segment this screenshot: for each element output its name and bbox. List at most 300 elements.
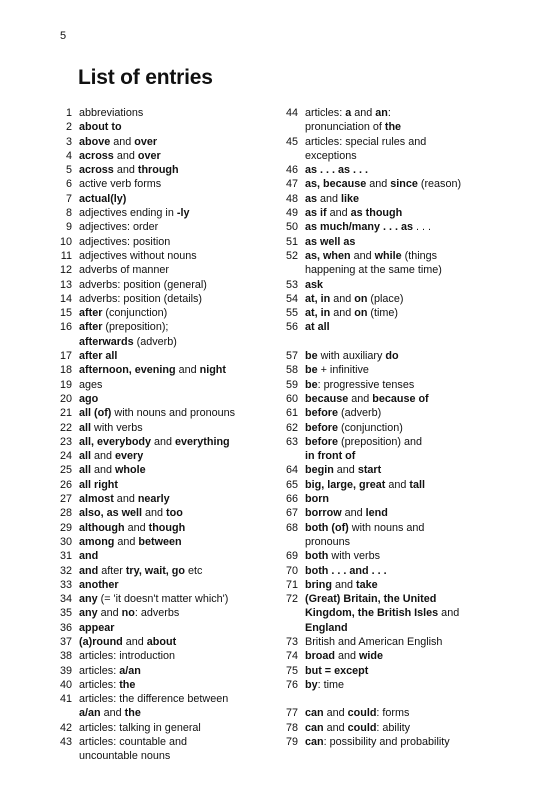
entry-line xyxy=(305,292,506,306)
entry-number: 66 xyxy=(285,493,298,506)
entry-number: 73 xyxy=(285,635,298,648)
entry-description: adverbs: position (general) xyxy=(79,278,207,291)
entry-keyword: because of xyxy=(372,392,429,405)
entry-number: 51 xyxy=(285,235,298,248)
entry-keyword: all (of) xyxy=(79,407,112,420)
entry-line xyxy=(79,177,280,191)
entry-row xyxy=(276,578,506,592)
entry-number: 33 xyxy=(59,578,72,591)
entry-description: and xyxy=(366,178,391,191)
entry-line xyxy=(305,435,506,449)
entry-number: 54 xyxy=(285,292,298,305)
entry-row xyxy=(50,106,280,120)
entry-row xyxy=(276,421,506,435)
entry-row xyxy=(276,106,506,135)
entry-row xyxy=(276,735,506,749)
entry-text xyxy=(72,320,280,349)
entry-line xyxy=(79,735,280,749)
page-number: 5 xyxy=(60,30,67,42)
entry-keyword: as though xyxy=(350,207,403,220)
entry-keyword: all xyxy=(79,464,92,477)
entry-line xyxy=(305,578,506,592)
entry-description: (adverb) xyxy=(338,407,382,420)
entry-text xyxy=(72,592,280,606)
entry-keyword: -ly xyxy=(176,207,190,220)
entry-text xyxy=(298,406,506,420)
entry-row xyxy=(276,378,506,392)
entry-line xyxy=(79,721,280,735)
entry-keyword: after xyxy=(79,307,103,320)
entry-keyword: all right xyxy=(79,478,118,491)
entry-keyword: tall xyxy=(409,478,426,491)
entry-text xyxy=(72,349,280,363)
entry-description: and xyxy=(175,364,200,377)
entry-text xyxy=(298,521,506,550)
entry-keyword: at, in xyxy=(305,292,331,305)
entry-text xyxy=(298,649,506,663)
entry-text xyxy=(72,149,280,163)
entry-keyword: bring xyxy=(305,578,332,591)
page-title: List of entries xyxy=(78,66,213,89)
entry-text xyxy=(298,249,506,278)
entry-description: (reason) xyxy=(417,178,462,191)
entries-left-column xyxy=(50,106,280,764)
entry-line xyxy=(79,163,280,177)
entry-row xyxy=(50,206,280,220)
entry-keyword: over xyxy=(137,149,161,162)
entry-row xyxy=(50,549,280,563)
entry-description: articles: xyxy=(79,678,120,691)
entry-line xyxy=(305,735,506,749)
entry-number: 17 xyxy=(59,350,72,363)
entry-line xyxy=(79,406,280,420)
entry-keyword: could xyxy=(347,721,377,734)
entry-text xyxy=(72,535,280,549)
entry-description: : ability xyxy=(376,721,411,734)
entry-row xyxy=(50,564,280,578)
entry-number: 70 xyxy=(285,564,298,577)
entry-number: 8 xyxy=(65,207,72,220)
entry-description: articles: special rules and xyxy=(305,135,427,148)
entry-description: : adverbs xyxy=(134,607,180,620)
entry-line xyxy=(79,421,280,435)
entry-text xyxy=(72,406,280,420)
entry-line xyxy=(305,149,506,163)
entry-text xyxy=(72,192,280,206)
entry-description: articles: xyxy=(305,107,346,119)
entry-number: 24 xyxy=(59,450,72,463)
entry-text xyxy=(298,206,506,220)
entry-description: pronunciation of xyxy=(305,121,385,134)
entry-number: 12 xyxy=(59,264,72,277)
entry-row xyxy=(276,235,506,249)
entry-row xyxy=(50,220,280,234)
entry-text xyxy=(72,492,280,506)
entry-number: 45 xyxy=(285,135,298,148)
entry-number: 26 xyxy=(59,478,72,491)
entry-row xyxy=(276,492,506,506)
entry-keyword: (Great) Britain, the United xyxy=(305,593,437,606)
entry-keyword: both . . . and . . . xyxy=(305,564,387,577)
entry-text xyxy=(72,263,280,277)
entry-text xyxy=(298,592,506,635)
entries-right-column xyxy=(276,106,506,749)
entry-keyword: as xyxy=(305,192,318,205)
entry-number: 15 xyxy=(59,307,72,320)
entry-row xyxy=(50,463,280,477)
entry-line xyxy=(305,606,506,620)
entry-description: etc xyxy=(185,564,203,577)
entry-row xyxy=(50,320,280,349)
entry-line xyxy=(79,278,280,292)
entry-row xyxy=(276,521,506,550)
entry-description: articles: talking in general xyxy=(79,721,201,734)
entry-text xyxy=(72,135,280,149)
entry-number: 2 xyxy=(65,121,72,134)
entry-description: (place) xyxy=(367,292,404,305)
entry-text xyxy=(298,363,506,377)
entry-keyword: begin xyxy=(305,464,334,477)
entry-description: and xyxy=(317,192,342,205)
entry-text xyxy=(72,578,280,592)
entry-keyword: almost xyxy=(79,493,114,506)
entry-text xyxy=(298,106,506,135)
entry-line xyxy=(305,721,506,735)
entry-keyword: on xyxy=(354,292,368,305)
entry-keyword: afternoon, evening xyxy=(79,364,176,377)
entry-line xyxy=(305,635,506,649)
entry-keyword: wide xyxy=(359,650,384,663)
entry-number: 21 xyxy=(59,407,72,420)
entry-text xyxy=(298,135,506,164)
entry-row xyxy=(50,621,280,635)
entry-description: adverbs of manner xyxy=(79,264,170,277)
entry-line xyxy=(305,549,506,563)
entry-line xyxy=(305,120,506,134)
entry-line xyxy=(305,306,506,320)
entry-text xyxy=(72,421,280,435)
entry-number: 47 xyxy=(285,178,298,191)
entry-description: adjectives: position xyxy=(79,235,171,248)
entry-line xyxy=(305,649,506,663)
entry-number: 34 xyxy=(59,593,72,606)
entry-text xyxy=(72,163,280,177)
entry-description: and xyxy=(348,392,373,405)
entry-keyword: an xyxy=(375,107,388,119)
entry-line xyxy=(305,220,506,234)
entry-text xyxy=(72,306,280,320)
entry-row xyxy=(50,392,280,406)
entry-number: 68 xyxy=(285,521,298,534)
entry-keyword: before xyxy=(305,407,338,420)
entry-description: and xyxy=(151,435,176,448)
entry-row xyxy=(276,363,506,377)
entry-number: 69 xyxy=(285,550,298,563)
entry-description: and xyxy=(333,464,358,477)
entry-line xyxy=(79,292,280,306)
entry-keyword: be xyxy=(305,350,318,363)
entry-line xyxy=(79,606,280,620)
entry-line xyxy=(79,320,280,334)
entry-row xyxy=(276,320,506,334)
entry-row xyxy=(50,306,280,320)
entry-description: : forms xyxy=(376,707,410,720)
entry-description: pronouns xyxy=(305,535,351,548)
entry-row xyxy=(276,249,506,278)
entry-keyword: every xyxy=(115,450,144,463)
entry-number: 6 xyxy=(65,178,72,191)
entry-number: 65 xyxy=(285,478,298,491)
entry-keyword: although xyxy=(79,521,125,534)
entry-line xyxy=(79,592,280,606)
entry-description: and xyxy=(122,635,147,648)
entry-keyword: another xyxy=(79,578,119,591)
entry-line xyxy=(305,706,506,720)
entry-keyword: Kingdom, the British Isles xyxy=(305,607,439,620)
entry-keyword: whole xyxy=(115,464,146,477)
entry-row xyxy=(50,192,280,206)
entry-description: and xyxy=(91,464,116,477)
entry-line xyxy=(79,649,280,663)
entry-number: 30 xyxy=(59,535,72,548)
entry-line xyxy=(305,378,506,392)
entry-row xyxy=(50,163,280,177)
entry-text xyxy=(72,478,280,492)
entry-line xyxy=(79,564,280,578)
entry-line xyxy=(305,135,506,149)
entry-description: (conjunction) xyxy=(338,421,403,434)
entry-keyword: appear xyxy=(79,621,115,634)
entry-row xyxy=(276,306,506,320)
entry-keyword: though xyxy=(148,521,186,534)
entry-number: 59 xyxy=(285,378,298,391)
entry-row xyxy=(276,206,506,220)
entry-text xyxy=(298,292,506,306)
entry-line xyxy=(79,506,280,520)
entry-line xyxy=(305,263,506,277)
entry-keyword: ago xyxy=(79,392,99,405)
entry-keyword: as, because xyxy=(305,178,367,191)
entry-description: + infinitive xyxy=(317,364,369,377)
entry-number: 29 xyxy=(59,521,72,534)
entry-description: : possibility and probability xyxy=(323,736,450,749)
entry-number: 3 xyxy=(65,135,72,148)
entry-line xyxy=(79,192,280,206)
entry-row xyxy=(276,678,506,692)
entry-text xyxy=(72,506,280,520)
entry-description: with verbs xyxy=(328,550,380,563)
entry-row xyxy=(50,135,280,149)
entry-text xyxy=(72,106,280,120)
entry-text xyxy=(72,278,280,292)
entry-line xyxy=(79,335,280,349)
entry-number: 31 xyxy=(59,550,72,563)
entry-line xyxy=(79,363,280,377)
entry-line xyxy=(79,492,280,506)
entry-keyword: but = except xyxy=(305,664,369,677)
entry-text xyxy=(72,463,280,477)
entry-line xyxy=(305,406,506,420)
entry-keyword: as if xyxy=(305,207,327,220)
entry-number: 5 xyxy=(65,164,72,177)
entry-text xyxy=(72,435,280,449)
entry-text xyxy=(72,220,280,234)
entry-line xyxy=(79,306,280,320)
entry-keyword: across xyxy=(79,164,114,177)
entry-description: and xyxy=(110,135,135,148)
entry-description: and xyxy=(97,607,122,620)
entry-number: 60 xyxy=(285,392,298,405)
entry-keyword: by xyxy=(305,678,318,691)
entry-number: 37 xyxy=(59,635,72,648)
entry-keyword: above xyxy=(79,135,111,148)
entry-number: 14 xyxy=(59,292,72,305)
entry-description: and xyxy=(114,535,139,548)
entry-row xyxy=(50,349,280,363)
entry-number: 75 xyxy=(285,664,298,677)
entry-keyword: too xyxy=(166,507,183,520)
entry-keyword: start xyxy=(357,464,382,477)
entry-description: and xyxy=(124,521,149,534)
entry-keyword: because xyxy=(305,392,349,405)
entry-number: 10 xyxy=(59,235,72,248)
entry-number: 77 xyxy=(285,707,298,720)
entry-text xyxy=(298,378,506,392)
entry-row xyxy=(50,235,280,249)
entry-text xyxy=(298,478,506,492)
entry-line xyxy=(305,206,506,220)
entry-line xyxy=(79,235,280,249)
entry-row xyxy=(50,278,280,292)
entry-keyword: afterwards xyxy=(79,335,134,348)
entry-number: 48 xyxy=(285,192,298,205)
entry-line xyxy=(79,463,280,477)
entry-row xyxy=(276,406,506,420)
entry-row xyxy=(50,120,280,134)
entry-number: 19 xyxy=(59,378,72,391)
entry-number: 55 xyxy=(285,307,298,320)
entry-line xyxy=(79,135,280,149)
entry-row xyxy=(276,649,506,663)
entry-keyword: on xyxy=(354,307,368,320)
entry-row xyxy=(50,721,280,735)
entry-keyword: both (of) xyxy=(305,521,349,534)
entry-row xyxy=(50,249,280,263)
entry-line xyxy=(305,320,506,334)
entry-description: British and American English xyxy=(305,635,443,648)
entry-keyword: among xyxy=(79,535,115,548)
entry-keyword: borrow xyxy=(305,507,342,520)
entry-row xyxy=(50,435,280,449)
entry-keyword: any xyxy=(79,593,98,606)
entry-keyword: as well as xyxy=(305,235,356,248)
entry-text xyxy=(298,392,506,406)
entry-description: and xyxy=(323,707,348,720)
entry-text xyxy=(72,649,280,663)
entry-number: 57 xyxy=(285,350,298,363)
entry-number: 32 xyxy=(59,564,72,577)
entry-row xyxy=(50,149,280,163)
entry-keyword: all xyxy=(79,450,92,463)
entry-description: (preposition) and xyxy=(338,435,423,448)
entry-description: (conjunction) xyxy=(102,307,168,320)
entry-description: and xyxy=(350,249,375,262)
entry-number: 1 xyxy=(65,107,72,119)
entry-row xyxy=(276,549,506,563)
entry-description: and xyxy=(326,207,351,220)
entry-description: (adverb) xyxy=(133,335,177,348)
entry-number: 50 xyxy=(285,221,298,234)
entry-text xyxy=(72,549,280,563)
entry-description: articles: the difference between xyxy=(79,693,229,706)
entry-row xyxy=(276,163,506,177)
entry-text xyxy=(72,606,280,620)
entry-line xyxy=(79,521,280,535)
entry-line xyxy=(305,249,506,263)
entry-text xyxy=(72,692,280,721)
entry-number: 40 xyxy=(59,678,72,691)
entry-description: and xyxy=(332,578,357,591)
entry-row xyxy=(276,721,506,735)
entry-row xyxy=(276,278,506,292)
entry-text xyxy=(72,249,280,263)
entry-keyword: at all xyxy=(305,321,330,334)
entry-text xyxy=(72,378,280,392)
entry-keyword: the xyxy=(384,121,402,134)
entry-text xyxy=(72,664,280,678)
entry-line xyxy=(79,706,280,720)
entry-text xyxy=(72,721,280,735)
entry-description: adjectives ending in xyxy=(79,207,177,220)
entry-text xyxy=(298,463,506,477)
entry-number: 67 xyxy=(285,507,298,520)
entry-text xyxy=(298,564,506,578)
entry-text xyxy=(298,735,506,749)
entry-text xyxy=(298,492,506,506)
entry-description: and xyxy=(113,149,138,162)
entry-text xyxy=(298,163,506,177)
entry-line xyxy=(305,177,506,191)
entry-text xyxy=(298,721,506,735)
entry-description: and xyxy=(100,707,125,720)
entry-number: 42 xyxy=(59,721,72,734)
entry-row xyxy=(276,349,506,363)
entry-row xyxy=(50,635,280,649)
entry-description: and xyxy=(113,164,138,177)
entry-number: 44 xyxy=(285,107,298,119)
entry-row xyxy=(276,635,506,649)
entry-row xyxy=(50,606,280,620)
entry-number: 43 xyxy=(59,736,72,749)
entry-row xyxy=(276,392,506,406)
entry-line xyxy=(305,349,506,363)
entry-line xyxy=(305,478,506,492)
entry-keyword: and xyxy=(79,564,99,577)
entry-text xyxy=(72,449,280,463)
entry-number: 27 xyxy=(59,493,72,506)
entry-keyword: between xyxy=(138,535,182,548)
entry-keyword: after all xyxy=(79,350,118,363)
entry-number: 46 xyxy=(285,164,298,177)
entry-description: with verbs xyxy=(91,421,143,434)
entry-keyword: actual(ly) xyxy=(79,192,127,205)
entry-number: 72 xyxy=(285,593,298,606)
entry-line xyxy=(305,449,506,463)
entry-keyword: about to xyxy=(79,121,122,134)
entry-number: 62 xyxy=(285,421,298,434)
entry-description: exceptions xyxy=(305,149,357,162)
entry-keyword: be xyxy=(305,378,318,391)
